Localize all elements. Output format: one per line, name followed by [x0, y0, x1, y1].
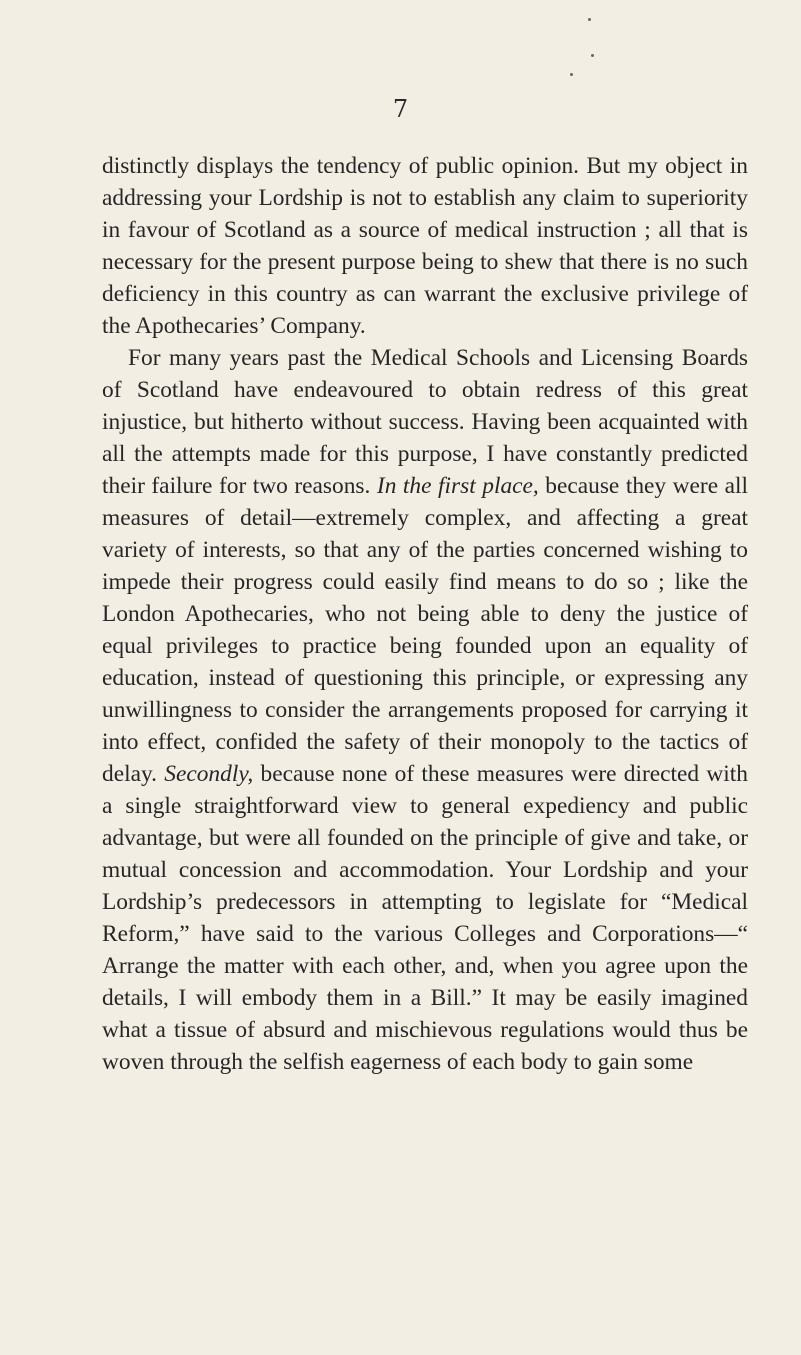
text-run: because none of these measures were directed with a single straightforward view to general expediency and public advantage, but were all founded on the principle of give and take, or mutual concession and accommodation. Your Lordship and your Lordship’s predecessors in attempting to legislate for “Medical Reform,” have said to the various Colleges and Corporations—“ Arrange the matter with each other, and, when you agree upon the details, I will embody them in a Bill.” It may be easily imagined what a tissue of absurd and mischievous regulations would thus be woven through the selfish eagerness of each body to gain some: [102, 761, 748, 1075]
text-run: distinctly displays the tendency of public opinion. But my object in addressing your Lordship is not to establish any claim to superiority in favour of Scotland as a source of medical instruction ; all that is necessary for the present purpose being to shew that there is no such deficiency in this country as can warrant the exclusive privilege of the Apothecaries’ Company.: [102, 153, 748, 339]
page-number: 7: [392, 95, 409, 123]
text-run: because they were all measures of detail—extremely complex, and affecting a great variety of interests, so that any of the parties concerned wishing to impede their progress could easily find means to do so ; like the London Apothecaries, who not being able to deny the justice of equal privileges to practice being founded upon an equality of education, instead of questioning this principle, or expressing any unwillingness to consider the arrangements proposed for carrying it into effect, confided the safety of their monopoly to the tactics of delay.: [102, 473, 748, 787]
paragraph: [102, 150, 748, 342]
italic-text: In the first place,: [376, 473, 539, 499]
body-text: [102, 150, 748, 1078]
text-run: For many years past the Medical Schools and Licensing Boards of Scotland have endeavoured to obtain redress of this great injustice, but hitherto without success. Having been acquainted with all the attempts made for this purpose, I have constantly predicted their failure for two reasons.: [102, 345, 748, 499]
italic-text: Secondly,: [164, 761, 254, 787]
paragraph: [102, 342, 748, 1078]
